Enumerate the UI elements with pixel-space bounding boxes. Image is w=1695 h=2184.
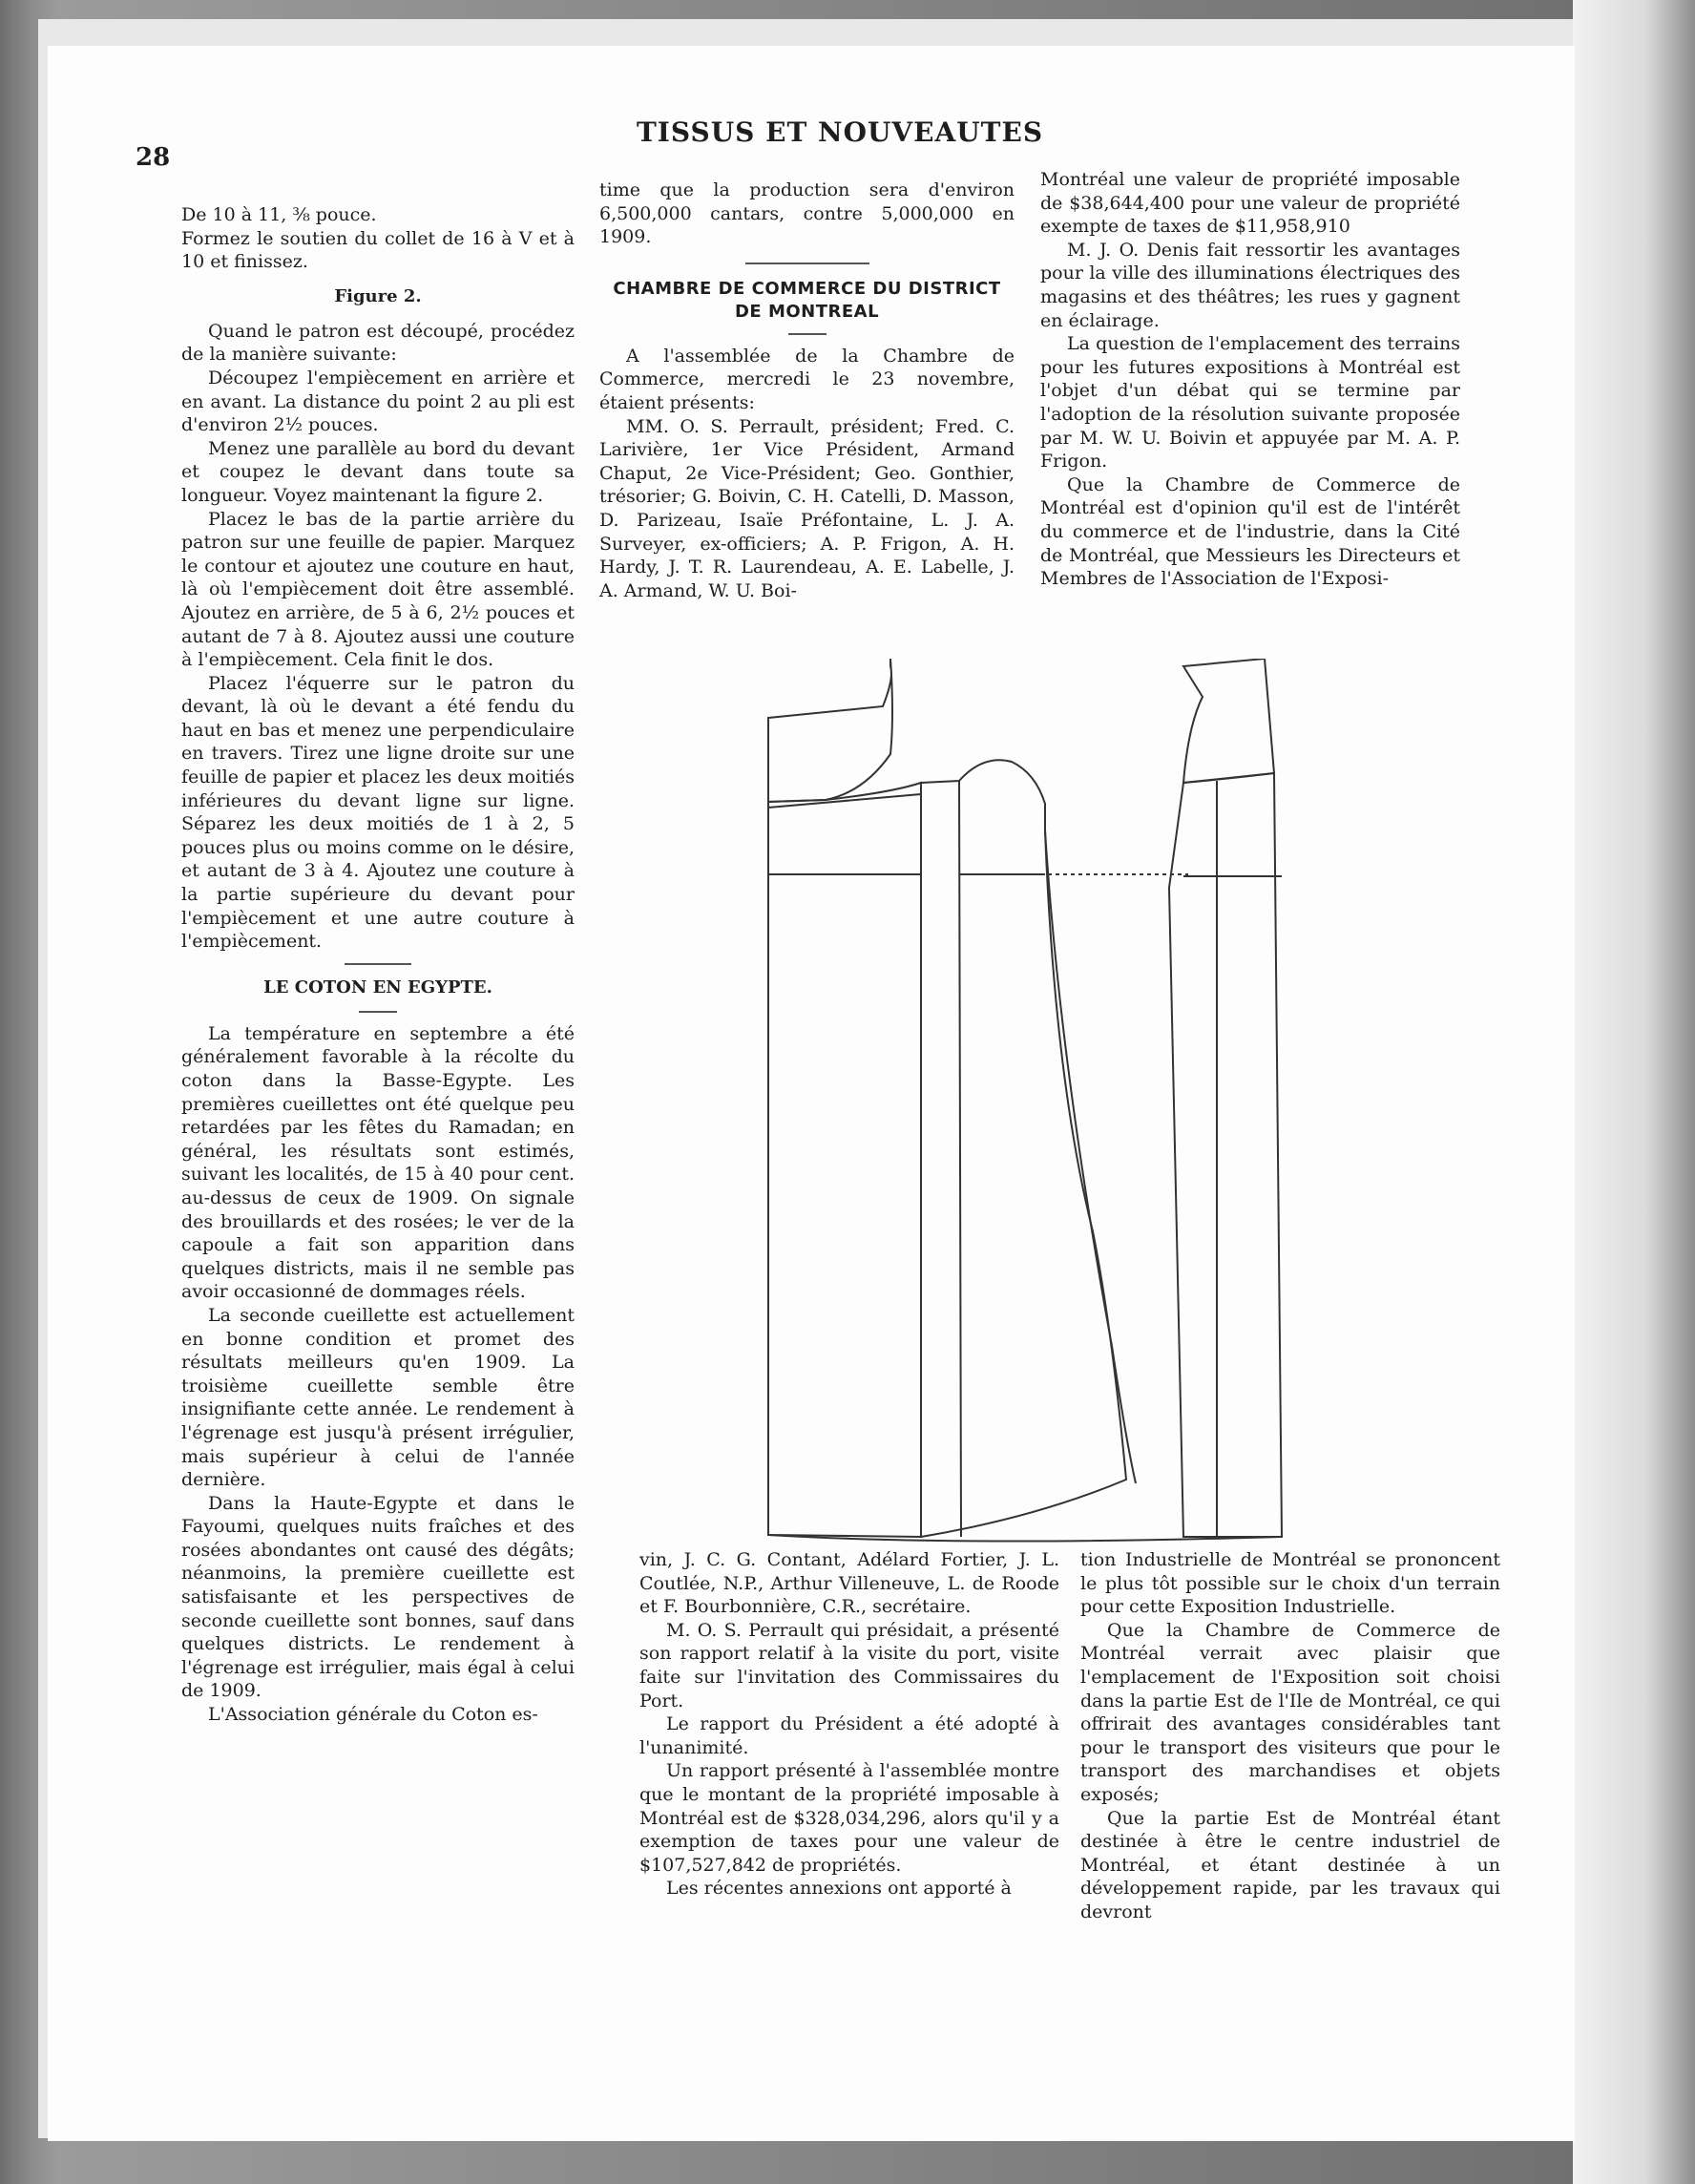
paragraph: Placez l'équerre sur le patron du devant, là où le devant a été fendu du haut en bas et menez une perpendiculaire en travers. Tirez une ligne droite sur une feuille de papier et placez les deux moitiés inférieures du devant ligne sur ligne. Séparez les deux moitiés de 1 à 2, 5 pouces plus ou moins comme on le désire, et autant de 3 à 4. Ajoutez une couture à la partie supérieure du devant pour l'empiècement et une autre couture à l'empiècement. bbox=[181, 672, 575, 953]
paragraph: Les récentes annexions ont apporté à bbox=[666, 1878, 1012, 1900]
binding-edge bbox=[1573, 0, 1695, 2184]
paragraph: Formez le soutien du collet de 16 à V et à 10 et finissez. bbox=[181, 227, 575, 273]
middle-column bbox=[599, 178, 1015, 602]
divider bbox=[745, 262, 869, 264]
paragraph: A l'assemblée de la Chambre de Commerce, mercredi le 23 novembre, étaient présents: bbox=[599, 345, 1015, 413]
paragraph: tion Industrielle de Montréal se prononcent le plus tôt possible sur le choix d'un terrain pour cette Exposition Industrielle. bbox=[1080, 1549, 1500, 1618]
paragraph: Un rapport présenté à l'assemblée montre que le montant de la propriété imposable à Montréal est de $328,034,296, alors qu'il y a exemption de taxes pour une valeur de $107,527,842 de propriétés. bbox=[639, 1760, 1059, 1876]
pattern-figure bbox=[749, 659, 1408, 1544]
section-heading-chambre: CHAMBRE DE COMMERCE DU DISTRICT DE MONTREAL bbox=[613, 278, 1001, 322]
paragraph: De 10 à 11, ⅜ pouce. bbox=[181, 204, 377, 225]
paragraph: Dans la Haute-Egypte et dans le Fayoumi, quelques nuits fraîches et des rosées abondantes ont causé des dégâts; néanmoins, la première cueillette est satisfaisante et les perspectives de seconde cueillette sont bonnes, sauf dans quelques districts. Le rendement à l'égrenage est irrégulier, mais égal à celui de 1909. bbox=[181, 1492, 575, 1702]
paragraph: Menez une parallèle au bord du devant et coupez le devant dans toute sa longueur. Voyez maintenant la figure 2. bbox=[181, 437, 575, 506]
paragraph: Montréal une valeur de propriété imposable de $38,644,400 pour une valeur de propriété exempte de taxes de $11,958,910 bbox=[1040, 169, 1460, 238]
paragraph: Le rapport du Président a été adopté à l'unanimité. bbox=[639, 1713, 1059, 1758]
back-skirt-shape bbox=[768, 783, 921, 1537]
front-yoke-shape bbox=[1183, 659, 1274, 783]
paragraph: M. O. S. Perrault qui présidait, a présenté son rapport relatif à la visite du port, visite faite sur l'invitation des Commissaires du Port. bbox=[639, 1619, 1059, 1712]
middle-bottom-column bbox=[639, 1548, 1059, 1900]
back-yoke-shape bbox=[768, 659, 892, 802]
front-skirt-left bbox=[921, 760, 1126, 1537]
paragraph: Placez le bas de la partie arrière du patron sur une feuille de papier. Marquez le contour et ajoutez une couture en haut, là où l'empiècement doit être assemblé. Ajoutez en arrière, de 5 à 6, 2½ pouces et autant de 7 à 8. Ajoutez aussi une couture à l'empiècement. Cela finit le dos. bbox=[181, 508, 575, 671]
page-number: 28 bbox=[136, 143, 171, 172]
paragraph: La question de l'emplacement des terrains pour les futures expositions à Montréal est l'objet d'un débat qui se termine par l'adoption de la résolution suivante proposée par M. W. U. Boivin et appuyée par M. A. P. Frigon. bbox=[1040, 333, 1460, 472]
pattern-drawing bbox=[749, 659, 1408, 1544]
paragraph: M. J. O. Denis fait ressortir les avantages pour la ville des illuminations électriques des magasins et des théâtres; les rues y gagnent en éclairage. bbox=[1040, 239, 1460, 331]
paragraph: Découpez l'empiècement en arrière et en avant. La distance du point 2 au pli est d'environ 2½ pouces. bbox=[181, 367, 575, 436]
paragraph: La seconde cueillette est actuellement en bonne condition et promet des résultats meilleurs qu'en 1909. La troisième cueillette semble être insignifiante cette année. Le rendement à l'égrenage est jusqu'à présent irrégulier, mais supérieur à celui de l'année dernière. bbox=[181, 1304, 575, 1491]
paragraph: La température en septembre a été généralement favorable à la récolte du coton dans la Basse-Egypte. Les premières cueillettes ont été quelque peu retardées par les fêtes du Ramadan; en général, les résultats sont estimés, suivant les localités, de 15 à 40 pour cent. au-dessus de ceux de 1909. On signale des brouillards et des rosées; le ver de la capoule a fait son apparition dans quelques districts, mais il ne semble pas avoir occasionné de dommages réels. bbox=[181, 1022, 575, 1303]
divider bbox=[345, 963, 411, 965]
paragraph: Que la Chambre de Commerce de Montréal verrait avec plaisir que l'emplacement de l'Exposition soit choisi dans la partie Est de l'Ile de Montréal, ce qui offrirait des avantages considérables tant pour le transport des visiteurs que pour le transport des marchandises et objets exposés; bbox=[1080, 1619, 1500, 1805]
paragraph: Quand le patron est découpé, procédez de la manière suivante: bbox=[181, 320, 575, 366]
right-column bbox=[1040, 168, 1460, 591]
paragraph: vin, J. C. G. Contant, Adélard Fortier, J. L. Coutlée, N.P., Arthur Villeneuve, L. de Roode et F. Bourbonnière, C.R., secrétaire. bbox=[639, 1549, 1059, 1618]
left-column bbox=[181, 203, 575, 1727]
paragraph: L'Association générale du Coton es- bbox=[208, 1704, 538, 1726]
running-head: TISSUS ET NOUVEAUTES bbox=[636, 116, 1044, 148]
figure-heading: Figure 2. bbox=[334, 285, 422, 306]
paragraph: MM. O. S. Perrault, président; Fred. C. Larivière, 1er Vice Président, Armand Chaput, 2e Vice-Président; Geo. Gonthier, trésorier; G. Boivin, C. H. Catelli, D. Masson, D. Parizeau, Isaïe Préfontaine, L. J. A. Surveyer, ex-officiers; A. P. Frigon, A. H. Hardy, J. T. R. Laurendeau, A. E. Labelle, J. A. Armand, W. U. Boi- bbox=[599, 415, 1015, 601]
paragraph: Que la partie Est de Montréal étant destinée à être le centre industriel de Montréal, et étant destinée à un développement rapide, par les travaux qui devront bbox=[1080, 1807, 1500, 1922]
paragraph: Que la Chambre de Commerce de Montréal est d'opinion qu'il est de l'intérêt du commerce et de l'industrie, dans la Cité de Montréal, que Messieurs les Directeurs et Membres de l'Association de l'Exposi- bbox=[1040, 473, 1460, 590]
divider bbox=[788, 333, 827, 335]
front-skirt-right bbox=[1169, 773, 1282, 1537]
right-bottom-column bbox=[1080, 1548, 1500, 1924]
paragraph: time que la production sera d'environ 6,500,000 cantars, contre 5,000,000 en 1909. bbox=[599, 179, 1015, 248]
divider bbox=[359, 1011, 397, 1013]
section-heading-coton: LE COTON EN EGYPTE. bbox=[263, 976, 492, 998]
